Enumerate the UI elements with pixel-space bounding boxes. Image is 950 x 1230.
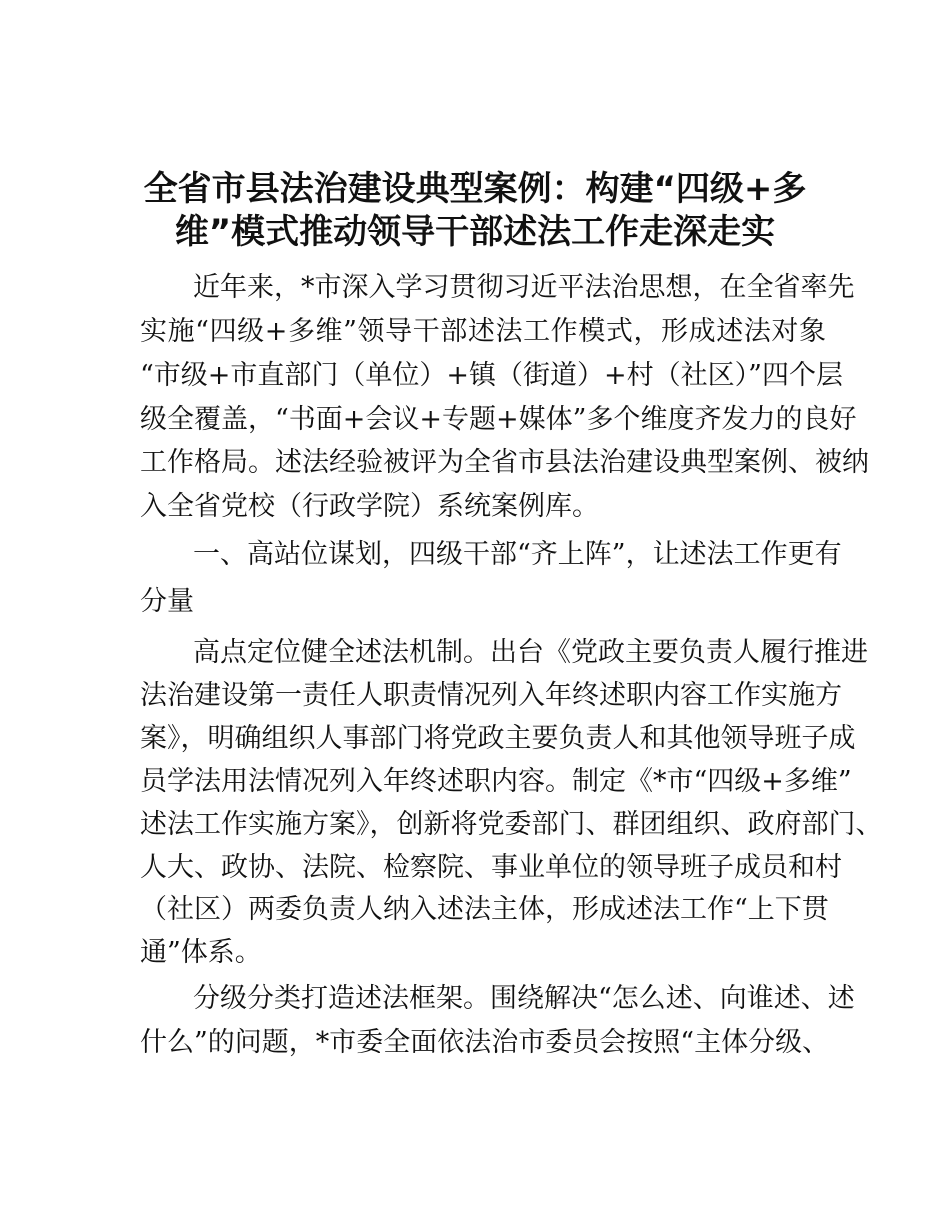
text-line: 员学法用法情况列入年终述职内容。制定《*市“四级+多维” [140,766,852,797]
text-line: 高点定位健全述法机制。出台《党政主要负责人履行推进 [193,637,868,668]
text-line: 什么”的问题，*市委全面依法治市委员会按照“主体分级、 [140,1027,830,1058]
text-line: 近年来，*市深入学习贯彻习近平法治思想，在全省率先 [193,272,855,303]
text-line: “市级+市直部门（单位）+镇（街道）+村（社区）”四个层 [140,360,843,391]
text-line: 通”体系。 [140,937,262,968]
text-line: 一、高站位谋划，四级干部“齐上阵”，让述法工作更有 [193,539,842,570]
text-line: 入全省党校（行政学院）系统案例库。 [140,491,599,522]
text-line: 分级分类打造述法框架。围绕解决“怎么述、向谁述、述 [193,983,855,1014]
text-line: 述法工作实施方案》，创新将党委部门、群团组织、政府部门、 [140,809,883,840]
text-line: 工作格局。述法经验被评为全省市县法治建设典型案例、被纳 [140,447,869,478]
text-line: 级全覆盖，“书面+会议+专题+媒体”多个维度齐发力的良好 [140,404,857,435]
text-line: 分量 [140,586,194,617]
text-line: 法治建设第一责任人职责情况列入年终述职内容工作实施方 [140,680,842,711]
document-title-line-2: 维”模式推动领导干部述法工作走深走实 [174,212,776,252]
text-line: 案》，明确组织人事部门将党政主要负责人和其他领导班子成 [140,723,856,754]
text-line: 人大、政协、法院、检察院、事业单位的领导班子成员和村 [140,852,842,883]
text-line: （社区）两委负责人纳入述法主体，形成述法工作“上下贯 [140,894,829,925]
text-line: 实施“四级+多维”领导干部述法工作模式，形成述法对象 [140,316,826,347]
document-title-line-1: 全省市县法治建设典型案例：构建“四级+多 [143,169,807,209]
